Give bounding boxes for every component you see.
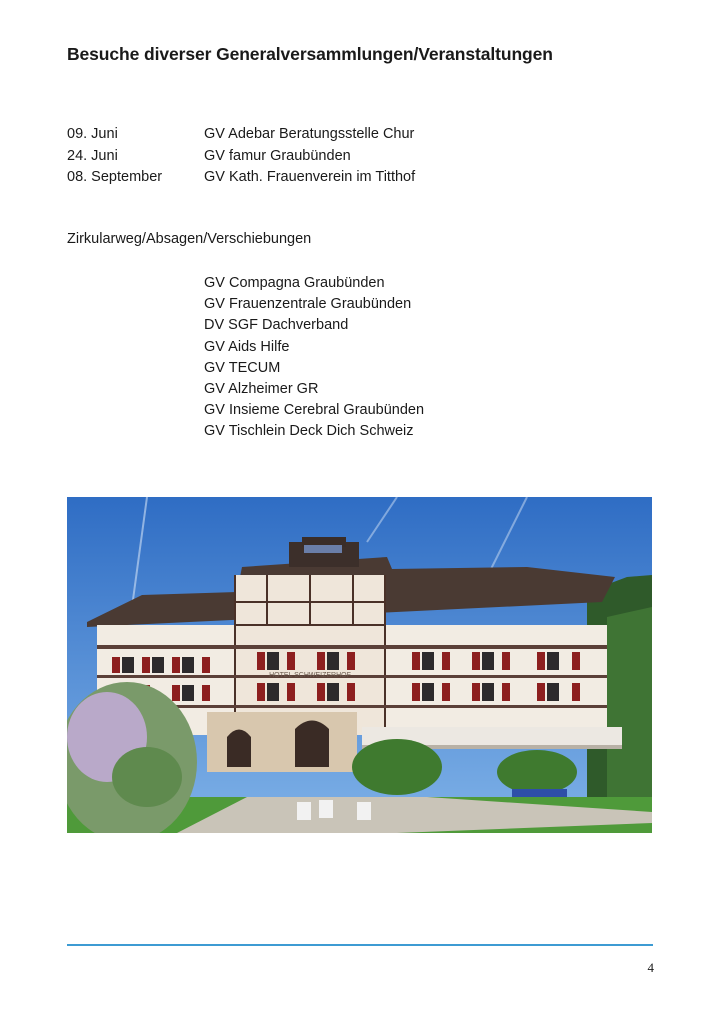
event-date: 08. September bbox=[67, 169, 163, 185]
cancellation-item: GV Frauenzentrale Graubünden bbox=[204, 296, 412, 313]
event-date: 09. Juni bbox=[67, 126, 118, 142]
event-name: GV Adebar Beratungsstelle Chur bbox=[204, 126, 415, 142]
cancellation-item: GV Aids Hilfe bbox=[204, 338, 290, 355]
section-heading: Zirkularweg/Absagen/Verschiebungen bbox=[67, 231, 312, 247]
hotel-photo bbox=[67, 497, 652, 833]
footer-divider bbox=[67, 944, 653, 946]
event-name: GV famur Graubünden bbox=[204, 147, 351, 164]
event-date: 24. Juni bbox=[67, 147, 118, 164]
event-row bbox=[67, 167, 415, 189]
event-row bbox=[67, 124, 415, 146]
cancellation-item: DV SGF Dachverband bbox=[204, 317, 349, 334]
event-name: GV Kath. Frauenverein im Titthof bbox=[204, 169, 416, 185]
page-number: 4 bbox=[647, 960, 654, 975]
event-list bbox=[67, 124, 415, 189]
cancellation-list bbox=[204, 273, 424, 443]
hotel-sign: HOTEL SCHWEIZERHOF bbox=[269, 672, 351, 679]
event-row bbox=[67, 146, 415, 168]
cancellation-item: GV Tischlein Deck Dich Schweiz bbox=[204, 423, 414, 440]
cancellation-item: GV Compagna Graubünden bbox=[204, 275, 385, 291]
cancellation-item: GV Insieme Cerebral Graubünden bbox=[204, 402, 425, 419]
cancellation-item: GV Alzheimer GR bbox=[204, 380, 319, 397]
cancellation-item: GV TECUM bbox=[204, 359, 281, 376]
page-title: Besuche diverser Generalversammlungen/Veranstaltungen bbox=[67, 44, 553, 64]
